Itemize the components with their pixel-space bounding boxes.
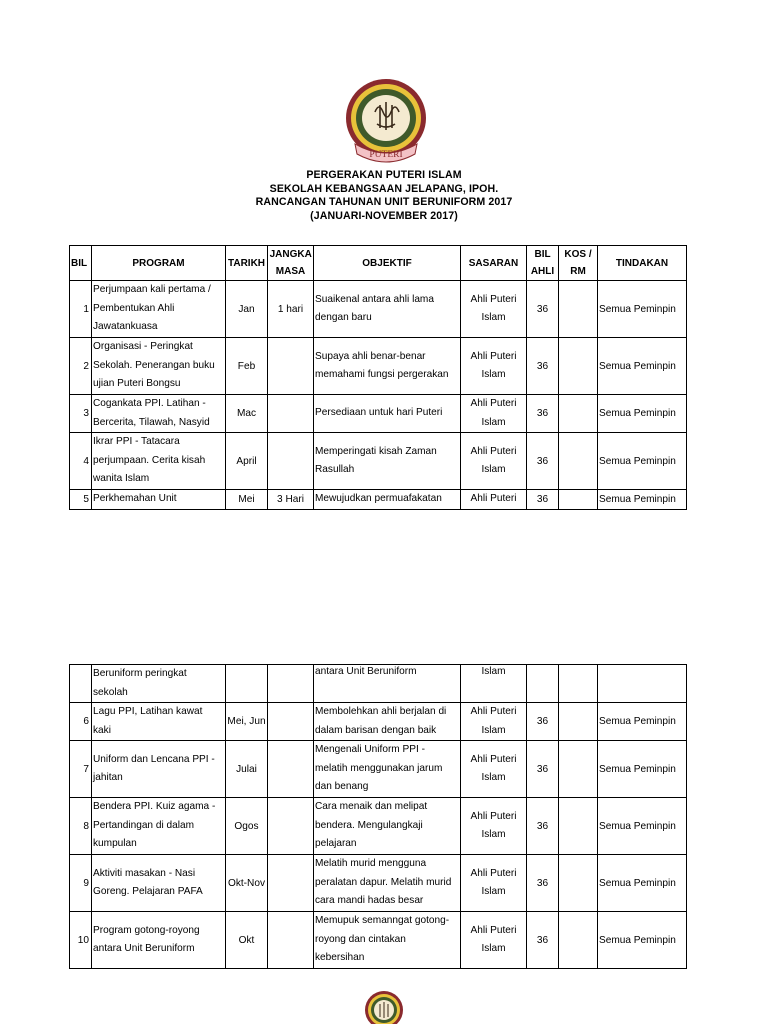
cell-kos xyxy=(559,281,598,338)
program-line: Bendera PPI. Kuiz agama - xyxy=(93,801,216,813)
table-row xyxy=(70,912,687,969)
cell-bil: 8 xyxy=(70,798,92,855)
header-line-3: RANCANGAN TAHUNAN UNIT BERUNIFORM 2017 xyxy=(255,196,513,208)
col-kos-header xyxy=(559,246,598,281)
cell-objektif xyxy=(314,338,461,395)
cell-tarikh xyxy=(226,665,268,703)
objektif-line: pelajaran xyxy=(315,838,357,850)
cell-ahli: 36 xyxy=(527,281,559,338)
cell-tindakan: Semua Peminpin xyxy=(598,395,687,433)
cell-sasaran xyxy=(461,798,527,855)
table-row xyxy=(70,741,687,798)
cell-tindakan: Semua Peminpin xyxy=(598,433,687,490)
sasaran-line: Islam xyxy=(481,772,506,783)
cell-masa xyxy=(268,741,314,798)
cell-bil: 2 xyxy=(70,338,92,395)
cell-kos xyxy=(559,490,598,510)
table-row xyxy=(70,281,687,338)
cell-objektif xyxy=(314,433,461,490)
objektif-line: Memupuk semanngat gotong- xyxy=(315,915,450,927)
cell-masa xyxy=(268,855,314,912)
plan-table xyxy=(69,245,687,510)
objektif-line: Mengenali Uniform PPI - xyxy=(315,744,425,756)
objektif-line: Cara menaik dan melipat xyxy=(315,801,428,813)
cell-tindakan: Semua Peminpin xyxy=(598,798,687,855)
program-line: Ikrar PPI - Tatacara xyxy=(93,436,180,448)
cell-objektif: antara Unit Beruniform xyxy=(314,665,461,703)
cell-tarikh: Julai xyxy=(226,741,268,798)
cell-tindakan: Semua Peminpin xyxy=(598,281,687,338)
objektif-line: Memperingati kisah Zaman xyxy=(315,445,437,457)
cell-kos xyxy=(559,798,598,855)
cell-ahli: 36 xyxy=(527,798,559,855)
sasaran-line: Islam xyxy=(481,416,506,428)
cell-kos xyxy=(559,741,598,798)
cell-ahli xyxy=(527,665,559,703)
cell-sasaran xyxy=(461,490,527,510)
program-line: wanita Islam xyxy=(93,473,150,485)
cell-tindakan: Semua Peminpin xyxy=(598,741,687,798)
cell-ahli: 36 xyxy=(527,703,559,741)
program-line: Perjumpaan kali pertama / xyxy=(93,284,211,296)
program-line: jahitan xyxy=(93,772,123,783)
sasaran-line: Islam xyxy=(481,886,506,897)
objektif-line: dan benang xyxy=(315,781,369,793)
cell-objektif xyxy=(314,490,461,510)
table-row xyxy=(70,798,687,855)
cell-masa: 1 hari xyxy=(268,281,314,338)
table-body-part-1 xyxy=(70,281,687,510)
cell-tarikh: Feb xyxy=(226,338,268,395)
table-row xyxy=(70,433,687,490)
program-line: sekolah xyxy=(93,686,128,698)
sasaran-line: Ahli Puteri xyxy=(470,493,517,504)
cell-objektif xyxy=(314,395,461,433)
cell-kos xyxy=(559,395,598,433)
sasaran-line: Ahli Puteri xyxy=(470,293,517,305)
sasaran-line: Islam xyxy=(481,312,506,323)
cell-program xyxy=(92,433,226,490)
sasaran-line: Ahli Puteri xyxy=(470,350,517,362)
cell-program xyxy=(92,741,226,798)
program-line: Lagu PPI, Latihan kawat xyxy=(93,706,203,717)
cell-tindakan xyxy=(598,665,687,703)
program-line: Organisasi - Peringkat xyxy=(93,341,193,353)
cell-sasaran: Islam xyxy=(461,665,527,703)
cell-sasaran xyxy=(461,395,527,433)
cell-program xyxy=(92,703,226,741)
col-tarikh-header: TARIKH xyxy=(226,246,268,281)
cell-bil: 4 xyxy=(70,433,92,490)
jangka-label: JANGKA xyxy=(269,249,312,260)
cell-bil: 10 xyxy=(70,912,92,969)
sasaran-line: Islam xyxy=(481,369,506,380)
objektif-line: Membolehkan ahli berjalan di xyxy=(315,706,447,717)
program-line: ujian Puteri Bongsu xyxy=(93,378,181,390)
objektif-line: Rasullah xyxy=(315,464,355,475)
sasaran-line: Ahli Puteri xyxy=(470,753,517,765)
rm-label: RM xyxy=(570,266,586,277)
objektif-line: Persediaan untuk hari Puteri xyxy=(315,407,443,419)
program-line: kaki xyxy=(93,724,111,736)
cell-objektif xyxy=(314,741,461,798)
cell-objektif xyxy=(314,912,461,969)
cell-program xyxy=(92,855,226,912)
cell-tindakan: Semua Peminpin xyxy=(598,912,687,969)
cell-kos xyxy=(559,338,598,395)
cell-bil: 7 xyxy=(70,741,92,798)
cell-ahli: 36 xyxy=(527,912,559,969)
masa-label: MASA xyxy=(275,266,306,277)
cell-kos xyxy=(559,665,598,703)
emblem-banner-text: PUTERI xyxy=(369,150,403,160)
table-body-part-2 xyxy=(70,665,687,969)
cell-objektif xyxy=(314,855,461,912)
cell-bil: 9 xyxy=(70,855,92,912)
cell-tindakan: Semua Peminpin xyxy=(598,338,687,395)
objektif-line: Suaikenal antara ahli lama xyxy=(315,293,434,305)
table-row xyxy=(70,855,687,912)
table-row xyxy=(70,490,687,510)
kos-label: KOS / xyxy=(564,249,592,260)
program-line: Pertandingan di dalam xyxy=(93,819,195,831)
cell-tarikh: April xyxy=(226,433,268,490)
table-row xyxy=(70,338,687,395)
cell-ahli: 36 xyxy=(527,395,559,433)
cell-program xyxy=(92,665,226,703)
cell-masa xyxy=(268,395,314,433)
cell-kos xyxy=(559,855,598,912)
cell-ahli: 36 xyxy=(527,741,559,798)
sasaran-line: Islam xyxy=(481,464,506,475)
cell-program xyxy=(92,912,226,969)
program-line: Pembentukan Ahli xyxy=(93,302,175,314)
objektif-line: peralatan dapur. Melatih murid xyxy=(315,876,452,888)
objektif-line: royong dan cintakan xyxy=(315,933,406,945)
cell-masa xyxy=(268,433,314,490)
objektif-line: Supaya ahli benar-benar xyxy=(315,350,426,362)
table-row xyxy=(70,703,687,741)
sasaran-line: Ahli Puteri xyxy=(470,398,517,409)
col-objektif-header: OBJEKTIF xyxy=(314,246,461,281)
program-line: perjumpaan. Cerita kisah xyxy=(93,454,206,466)
header-line-4: (JANUARI-NOVEMBER 2017) xyxy=(310,209,458,222)
col-bil-header: BIL xyxy=(70,246,92,281)
cell-program xyxy=(92,338,226,395)
cell-ahli: 36 xyxy=(527,490,559,510)
cell-kos xyxy=(559,703,598,741)
ahli-label: AHLI xyxy=(530,266,555,277)
sasaran-line: Islam xyxy=(481,829,506,840)
cell-sasaran xyxy=(461,741,527,798)
cell-sasaran xyxy=(461,338,527,395)
cell-masa xyxy=(268,338,314,395)
objektif-line: bendera. Mengulangkaji xyxy=(315,819,423,831)
cell-ahli: 36 xyxy=(527,855,559,912)
cell-masa xyxy=(268,798,314,855)
objektif-line: cara mandi hadas besar xyxy=(315,895,424,907)
program-line: Cogankata PPI. Latihan - xyxy=(93,398,206,409)
cell-sasaran xyxy=(461,703,527,741)
sasaran-line: Ahli Puteri xyxy=(470,445,517,457)
cell-program xyxy=(92,490,226,510)
cell-masa xyxy=(268,912,314,969)
program-line: Program gotong-royong xyxy=(93,924,200,936)
cell-objektif xyxy=(314,281,461,338)
program-line: Perkhemahan Unit xyxy=(93,493,177,504)
continued-row xyxy=(70,665,687,703)
cell-ahli: 36 xyxy=(527,433,559,490)
cell-sasaran xyxy=(461,281,527,338)
puteri-emblem-logo-bottom xyxy=(364,990,404,1024)
objektif-line: Mewujudkan permuafakatan xyxy=(315,493,442,504)
cell-sasaran xyxy=(461,855,527,912)
sasaran-line: Ahli Puteri xyxy=(470,867,517,879)
sasaran-line: Islam xyxy=(481,724,506,736)
cell-ahli: 36 xyxy=(527,338,559,395)
sasaran-line: Ahli Puteri xyxy=(470,810,517,822)
puteri-emblem-logo xyxy=(345,78,427,166)
program-line: Sekolah. Penerangan buku xyxy=(93,359,215,371)
col-tindakan-header: TINDAKAN xyxy=(598,246,687,281)
cell-objektif xyxy=(314,798,461,855)
objektif-line: Melatih murid mengguna xyxy=(315,858,427,870)
cell-objektif xyxy=(314,703,461,741)
col-program-header: PROGRAM xyxy=(92,246,226,281)
cell-kos xyxy=(559,433,598,490)
cell-program xyxy=(92,395,226,433)
program-line: Goreng. Pelajaran PAFA xyxy=(93,886,203,897)
objektif-line: dalam barisan dengan baik xyxy=(315,724,437,736)
cell-masa: 3 Hari xyxy=(268,490,314,510)
cell-tarikh: Ogos xyxy=(226,798,268,855)
table-header-row xyxy=(70,246,687,281)
cell-bil: 3 xyxy=(70,395,92,433)
header-line-2: SEKOLAH KEBANGSAAN JELAPANG, IPOH. xyxy=(269,182,499,195)
sasaran-line: Ahli Puteri xyxy=(470,924,517,936)
program-line: antara Unit Beruniform xyxy=(93,943,195,954)
objektif-line: dengan baru xyxy=(315,312,372,323)
cell-tindakan: Semua Peminpin xyxy=(598,855,687,912)
cell-tarikh: Mac xyxy=(226,395,268,433)
program-line: kumpulan xyxy=(93,838,137,850)
document-header xyxy=(0,169,768,223)
header-line-1: PERGERAKAN PUTERI ISLAM xyxy=(306,169,462,181)
cell-program xyxy=(92,798,226,855)
cell-masa xyxy=(268,703,314,741)
objektif-line: memahami fungsi pergerakan xyxy=(315,369,449,380)
cell-tindakan: Semua Peminpin xyxy=(598,703,687,741)
cell-sasaran xyxy=(461,912,527,969)
cell-bil xyxy=(70,665,92,703)
sasaran-line: Ahli Puteri xyxy=(470,706,517,717)
cell-bil: 6 xyxy=(70,703,92,741)
objektif-line: melatih menggunakan jarum xyxy=(315,762,443,774)
cell-tarikh: Mei xyxy=(226,490,268,510)
col-sasaran-header: SASARAN xyxy=(461,246,527,281)
cell-tarikh: Jan xyxy=(226,281,268,338)
bil-label: BIL xyxy=(534,249,551,260)
objektif-line: kebersihan xyxy=(315,952,365,964)
cell-bil: 5 xyxy=(70,490,92,510)
cell-tarikh: Okt xyxy=(226,912,268,969)
cell-sasaran xyxy=(461,433,527,490)
cell-program xyxy=(92,281,226,338)
sasaran-line: Islam xyxy=(481,943,506,954)
program-line: Bercerita, Tilawah, Nasyid xyxy=(93,416,210,428)
program-line: Beruniform peringkat xyxy=(93,668,187,679)
program-line: Uniform dan Lencana PPI - xyxy=(93,753,215,765)
program-line: Aktiviti masakan - Nasi xyxy=(93,867,196,879)
plan-table-continued xyxy=(69,664,687,969)
cell-tarikh: Okt-Nov xyxy=(226,855,268,912)
cell-bil: 1 xyxy=(70,281,92,338)
col-bil-ahli-header xyxy=(527,246,559,281)
cell-tindakan: Semua Peminpin xyxy=(598,490,687,510)
program-line: Jawatankuasa xyxy=(93,321,158,333)
cell-masa xyxy=(268,665,314,703)
cell-tarikh: Mei, Jun xyxy=(226,703,268,741)
col-jangka-masa-header xyxy=(268,246,314,281)
table-row xyxy=(70,395,687,433)
cell-kos xyxy=(559,912,598,969)
